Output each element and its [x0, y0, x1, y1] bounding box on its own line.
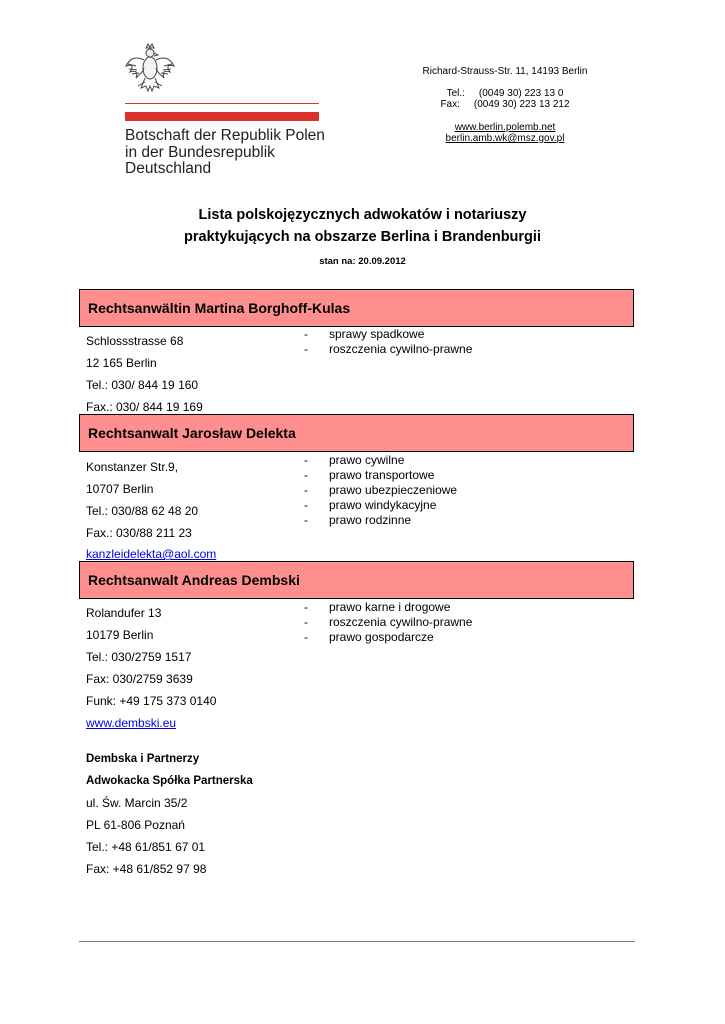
embassy-email-link[interactable]: berlin.amb.wk@msz.gov.pl — [445, 133, 565, 144]
entry-header-delekta: Rechtsanwalt Jarosław Delekta — [79, 414, 634, 452]
footer-divider — [79, 941, 635, 942]
list-item: - sprawy spadkowe — [304, 327, 425, 341]
entry-2-address: Konstanzer Str.9, — [86, 460, 179, 474]
list-item: - prawo transportowe — [304, 468, 435, 482]
entry-3-fax: Fax: 030/2759 3639 — [86, 672, 193, 686]
partner-address: ul. Św. Marcin 35/2 — [86, 796, 188, 810]
list-item: - prawo cywilne — [304, 453, 405, 467]
entry-2-email-link[interactable]: kanzleidelekta@aol.com — [86, 547, 217, 561]
tel-label: Tel.: — [446, 88, 465, 99]
list-item: - prawo windykacyjne — [304, 498, 437, 512]
entry-header-borghoff-kulas: Rechtsanwältin Martina Borghoff-Kulas — [79, 289, 634, 327]
embassy-tel — [410, 88, 600, 99]
header-rule-thin — [125, 103, 319, 104]
entry-1-city: 12 165 Berlin — [86, 356, 157, 370]
entry-1-fax: Fax.: 030/ 844 19 169 — [86, 400, 203, 414]
partner-city: PL 61-806 Poznań — [86, 818, 185, 832]
header-rule-thick — [125, 112, 319, 121]
embassy-website-row — [410, 122, 600, 133]
partner-firm-type: Adwokacka Spółka Partnerska — [86, 775, 253, 787]
list-item: - prawo gospodarcze — [304, 630, 434, 644]
title-line-2: praktykujących na obszarze Berlina i Brandenburgii — [184, 229, 541, 245]
fax-value: (0049 30) 223 13 212 — [473, 99, 570, 110]
entry-3-tel: Tel.: 030/2759 1517 — [86, 650, 192, 664]
institution-line: Deutschland — [125, 160, 212, 177]
document-title — [0, 204, 725, 248]
entry-1-specialties — [304, 327, 472, 357]
title-line-1: Lista polskojęzycznych adwokatów i notariuszy — [198, 207, 527, 223]
institution-line: in der Bundesrepublik — [125, 143, 275, 161]
list-item: - prawo rodzinne — [304, 513, 412, 527]
entry-2-city: 10707 Berlin — [86, 482, 154, 496]
entry-2-email-row — [86, 547, 216, 561]
tel-value: (0049 30) 223 13 0 — [478, 88, 564, 99]
embassy-fax — [410, 99, 600, 110]
list-item: - prawo ubezpieczeniowe — [304, 483, 458, 497]
institution-name — [125, 128, 325, 178]
entry-3-website-link[interactable]: www.dembski.eu — [86, 716, 177, 730]
partner-fax: Fax: +48 61/852 97 98 — [86, 862, 207, 876]
entry-1-tel: Tel.: 030/ 844 19 160 — [86, 378, 199, 392]
entry-3-website-row — [86, 716, 176, 730]
embassy-website-link[interactable]: www.berlin.polemb.net — [454, 122, 556, 133]
entry-3-address: Rolandufer 13 — [86, 606, 162, 620]
entry-3-city: 10179 Berlin — [86, 628, 154, 642]
entry-2-fax: Fax.: 030/88 211 23 — [86, 526, 192, 540]
document-date: stan na: 20.09.2012 — [319, 256, 406, 267]
entry-2-specialties — [304, 453, 457, 528]
list-item: - prawo karne i drogowe — [304, 600, 451, 614]
institution-line: Botschaft der Republik Polen — [125, 127, 325, 144]
partner-tel: Tel.: +48 61/851 67 01 — [86, 840, 206, 854]
fax-label: Fax: — [440, 99, 460, 110]
embassy-address: Richard-Strauss-Str. 11, 14193 Berlin — [422, 66, 588, 77]
list-item: - roszczenia cywilno-prawne — [304, 615, 473, 629]
polish-eagle-emblem-icon — [124, 42, 176, 94]
entry-2-tel: Tel.: 030/88 62 48 20 — [86, 504, 199, 518]
entry-3-mobile: Funk: +49 175 373 0140 — [86, 694, 217, 708]
entry-1-address: Schlossstrasse 68 — [86, 334, 184, 348]
entry-header-dembski: Rechtsanwalt Andreas Dembski — [79, 561, 634, 599]
partner-firm-name: Dembska i Partnerzy — [86, 753, 200, 765]
list-item: - roszczenia cywilno-prawne — [304, 342, 473, 356]
entry-3-specialties — [304, 600, 472, 645]
embassy-email-row — [410, 133, 600, 144]
